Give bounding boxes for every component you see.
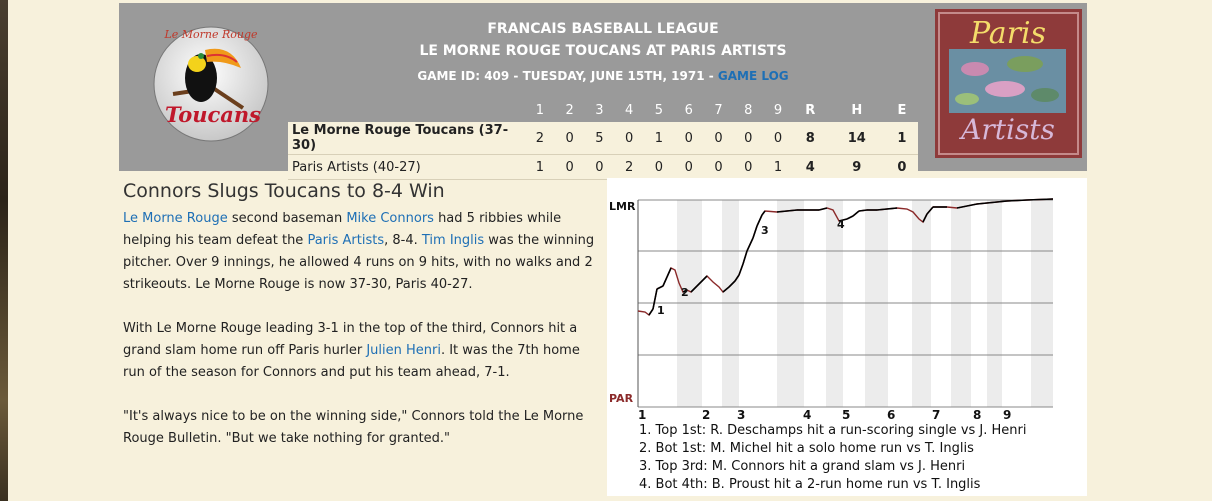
inning-header: 9 bbox=[773, 102, 783, 118]
game-log-link[interactable]: GAME LOG bbox=[717, 69, 789, 83]
game-title-block bbox=[290, 18, 916, 86]
home-axis-label: PAR bbox=[609, 392, 634, 405]
win-probability-segment bbox=[987, 202, 997, 203]
key-play-note: 3. Top 3rd: M. Connors hit a grand slam vs J. Henri bbox=[639, 459, 966, 474]
game-id-text: GAME ID: 409 - TUESDAY, JUNE 15TH, 1971 - bbox=[417, 69, 718, 83]
inning-tick-label: 5 bbox=[842, 408, 851, 422]
win-probability-segment bbox=[753, 226, 757, 238]
quote-paragraph: "It's always nice to be on the winning side," Connors told the Le Morne Rouge Bulletin. "But we take nothing for granted." bbox=[123, 409, 584, 446]
win-probability-segment bbox=[997, 201, 1007, 202]
inning-score: 0 bbox=[644, 155, 674, 180]
win-probability-segment bbox=[887, 208, 897, 209]
win-probability-segment bbox=[787, 210, 797, 211]
inning-tick-label: 1 bbox=[638, 408, 647, 422]
team-column-header bbox=[288, 98, 525, 122]
player-link[interactable]: Mike Connors bbox=[346, 211, 434, 226]
inning-score: 0 bbox=[704, 155, 734, 180]
win-probability-segment bbox=[743, 251, 747, 264]
article-headline: Connors Slugs Toucans to 8-4 Win bbox=[123, 180, 445, 202]
win-probability-svg bbox=[607, 178, 1087, 422]
visitor-axis-label: LMR bbox=[609, 200, 636, 213]
runs-header: R bbox=[805, 102, 816, 118]
inning-header: 7 bbox=[714, 102, 723, 118]
inning-tick-label: 2 bbox=[702, 408, 711, 422]
inning-score: 0 bbox=[614, 122, 644, 155]
visitor-team-name[interactable]: Le Morne Rouge Toucans (37-30) bbox=[288, 122, 525, 155]
recap-text: , 8-4. bbox=[384, 233, 422, 248]
linescore-table bbox=[288, 98, 918, 180]
hits-total: 9 bbox=[828, 155, 886, 180]
inning-tick-label: 3 bbox=[737, 408, 746, 422]
win-probability-segment bbox=[703, 276, 707, 280]
game-id-line bbox=[290, 66, 916, 86]
matchup-title: LE MORNE ROUGE TOUCANS AT PARIS ARTISTS bbox=[419, 43, 787, 59]
inning-score: 0 bbox=[555, 155, 585, 180]
home-logo-bottom-text: Toucans bbox=[165, 102, 261, 127]
away-logo-top-text: Paris bbox=[969, 16, 1047, 51]
inning-score: 5 bbox=[585, 122, 615, 155]
win-probability-segment bbox=[657, 286, 663, 289]
inning-score: 0 bbox=[733, 122, 763, 155]
visitor-score-row bbox=[288, 122, 918, 155]
inning-score: 0 bbox=[555, 122, 585, 155]
win-probability-segment bbox=[877, 209, 887, 210]
win-probability-segment bbox=[747, 238, 753, 251]
inning-tick-label: 9 bbox=[1003, 408, 1012, 422]
win-probability-segment bbox=[663, 277, 667, 286]
win-probability-segment bbox=[762, 211, 765, 215]
inning-score: 1 bbox=[763, 155, 793, 180]
inning-score: 0 bbox=[763, 122, 793, 155]
home-logo-top-text: Le Morne Rouge bbox=[164, 28, 258, 41]
key-play-note: 1. Top 1st: R. Deschamps hit a run-scoring single vs J. Henri bbox=[639, 423, 1027, 438]
win-probability-segment bbox=[649, 309, 653, 315]
hits-header: H bbox=[851, 102, 863, 118]
hits-total: 14 bbox=[828, 122, 886, 155]
key-plays-list bbox=[639, 422, 1079, 494]
player-link[interactable]: Tim Inglis bbox=[421, 233, 485, 248]
inning-header: 3 bbox=[595, 102, 604, 118]
inning-score: 0 bbox=[585, 155, 615, 180]
recap-text: had 5 ribbies while helping his team defeat the bbox=[123, 211, 562, 248]
artists-logo[interactable] bbox=[935, 9, 1082, 158]
win-probability-segment bbox=[1007, 200, 1027, 201]
errors-total: 1 bbox=[886, 122, 918, 155]
home-team-name[interactable]: Paris Artists (40-27) bbox=[288, 155, 525, 180]
win-probability-segment bbox=[859, 210, 867, 211]
inning-tick-label: 8 bbox=[973, 408, 982, 422]
errors-total: 0 bbox=[886, 155, 918, 180]
key-play-marker: 1 bbox=[657, 304, 665, 317]
inning-score: 0 bbox=[733, 155, 763, 180]
inning-header: 6 bbox=[684, 102, 693, 118]
inning-score: 2 bbox=[614, 155, 644, 180]
inning-score: 1 bbox=[525, 155, 555, 180]
game-recap-article bbox=[123, 178, 595, 472]
key-play-marker: 3 bbox=[761, 224, 769, 237]
inning-score: 2 bbox=[525, 122, 555, 155]
away-logo-bottom-text: Artists bbox=[961, 113, 1055, 146]
runs-total: 4 bbox=[793, 155, 828, 180]
recap-paragraph bbox=[123, 208, 595, 296]
inning-tick-label: 4 bbox=[803, 408, 812, 422]
toucans-logo[interactable] bbox=[153, 12, 270, 156]
inning-header: 1 bbox=[535, 102, 545, 118]
key-play-note: 4. Bot 4th: B. Proust hit a 2-run home run vs T. Inglis bbox=[639, 477, 981, 492]
inning-score: 0 bbox=[674, 122, 704, 155]
team-link[interactable]: Paris Artists bbox=[307, 233, 385, 248]
team-link[interactable]: Le Morne Rouge bbox=[123, 211, 228, 226]
inning-score: 1 bbox=[644, 122, 674, 155]
win-probability-segment bbox=[977, 203, 987, 204]
inning-header: 8 bbox=[744, 102, 753, 118]
home-score-row bbox=[288, 155, 918, 180]
win-probability-segment bbox=[853, 211, 859, 216]
inning-score: 0 bbox=[704, 122, 734, 155]
recap-text: was the winning pitcher. Over 9 innings, he allowed 4 runs on 9 hits, with no walks and 2 strikeouts. Le Morne Rouge is now 37-30, Paris 40-27. bbox=[123, 233, 595, 292]
league-title: FRANCAIS BASEBALL LEAGUE bbox=[487, 21, 719, 37]
key-play-note: 2. Bot 1st: M. Michel hit a solo home run vs T. Inglis bbox=[639, 441, 974, 456]
win-probability-segment bbox=[819, 208, 827, 210]
inning-header: 4 bbox=[625, 102, 634, 118]
inning-header: 5 bbox=[654, 102, 664, 118]
win-probability-segment bbox=[1027, 199, 1053, 200]
inning-header: 2 bbox=[565, 102, 574, 118]
win-probability-segment bbox=[667, 268, 671, 277]
highlight-paragraph bbox=[123, 318, 595, 384]
runs-total: 8 bbox=[793, 122, 828, 155]
win-probability-segment bbox=[777, 211, 787, 212]
win-probability-segment bbox=[739, 264, 743, 275]
recap-text: With Le Morne Rouge leading 3-1 in the top of the third, Connors hit a grand slam home run off Paris hurler bbox=[123, 321, 578, 358]
errors-header: E bbox=[897, 102, 907, 118]
inning-tick-label: 6 bbox=[887, 408, 896, 422]
key-play-marker: 2 bbox=[681, 286, 689, 299]
win-probability-segment bbox=[847, 216, 853, 219]
inning-tick-label: 7 bbox=[932, 408, 941, 422]
key-play-marker: 4 bbox=[837, 218, 845, 231]
linescore-header-row bbox=[288, 98, 918, 122]
recap-text: second baseman bbox=[227, 211, 347, 226]
inning-score: 0 bbox=[674, 155, 704, 180]
recap-text: . It was the 7th home run of the season for Connors and put his team ahead, 7-1. bbox=[123, 343, 580, 380]
background-strip bbox=[0, 0, 8, 501]
player-link[interactable]: Julien Henri bbox=[366, 343, 441, 358]
